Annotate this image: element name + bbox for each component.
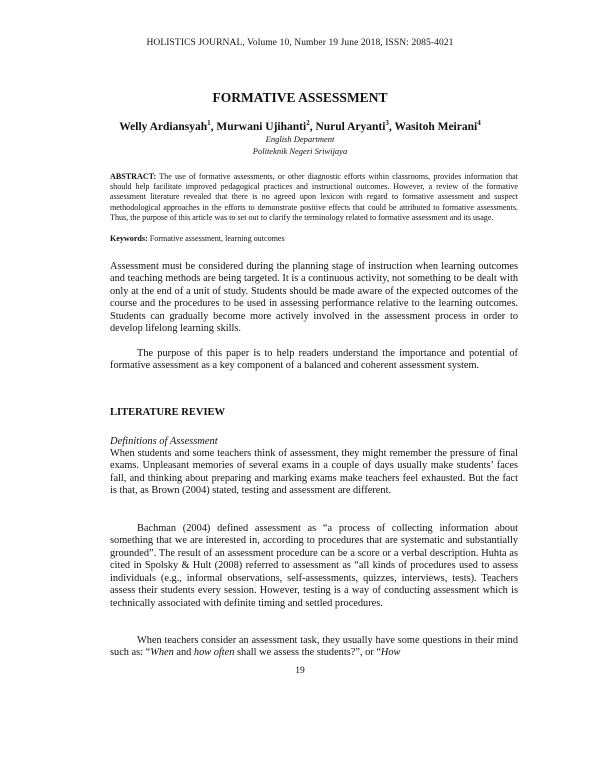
author-name: Nurul Aryanti [315, 120, 386, 133]
section-heading: LITERATURE REVIEW [110, 407, 226, 418]
body-paragraph-3 [110, 635, 518, 660]
article-title: FORMATIVE ASSESSMENT [212, 90, 388, 105]
author-separator: , [309, 120, 316, 133]
keywords [110, 234, 518, 244]
intro-paragraph-1: Assessment must be considered during the planning stage of instruction when learning outcomes and teaching methods are being targeted. It is a continuous activity, not something to be dealt with only at the end of a unit of study. Students should be made aware of the expected outcomes of the course and the procedures to be used in assessing performance relative to the learning outcomes. Students can gradually become more actively involved in the assessment process in order to develop lifelong learning skills. [110, 261, 518, 335]
author-affiliation-number: 4 [477, 119, 481, 127]
affiliation-department: English Department [265, 134, 335, 144]
intro-paragraph-2: The purpose of this paper is to help readers understand the importance and potential of formative assessment as a key component of a balanced and coherent assessment system. [110, 348, 518, 372]
author-affiliation-number: 2 [306, 119, 310, 127]
author-affiliation-number: 3 [385, 119, 389, 127]
page-number: 19 [295, 666, 305, 676]
abstract-label: ABSTRACT: [110, 172, 157, 181]
keywords-text: Formative assessment, learning outcomes [147, 234, 285, 243]
author-name: Murwani Ujihanti [216, 120, 307, 133]
subsection-heading: Definitions of Assessment [110, 436, 218, 447]
abstract [110, 172, 518, 223]
author-separator: , [388, 120, 395, 133]
author-name: Wasitoh Meirani [394, 120, 478, 133]
paragraph-text: and [173, 647, 194, 659]
abstract-text: The use of formative assessments, or other diagnostic efforts within classrooms, provides information that should help facilitate improved pedagogical practices and instructional outcomes. However, a review of the formative assessment literature revealed that there is no agreed upon lexicon with regard to formative assessment and suspect methodological approaches in the efforts to demonstrate positive effects that could be attributed to formative assessments. Thus, the purpose of this article was to set out to clarify the terminology related to formative assessment and its usage. [110, 172, 518, 222]
body-paragraph-1: When students and some teachers think of assessment, they might remember the pressure of final exams. Unpleasant memories of several exams in a couple of days usually make students’ faces fall, and thinking about preparing and marking exams make teachers feel exhausted. But the fact is that, as Brown (2004) stated, testing and assessment are different. [110, 448, 518, 497]
paragraph-text: When teachers consider an assessment task, they usually have some questions in their mind such as: “ [110, 635, 518, 659]
author-separator: , [210, 120, 217, 133]
keywords-label: Keywords: [110, 234, 148, 243]
affiliation-institution: Politeknik Negeri Sriwijaya [252, 146, 348, 156]
author-affiliation-number: 1 [207, 119, 211, 127]
emphasis-text: How [380, 647, 401, 659]
author-list [0, 119, 600, 133]
paragraph-text: shall we assess the students?”, or “ [234, 647, 381, 659]
body-paragraph-2: Bachman (2004) defined assessment as “a process of collecting information about something that we are interested in, according to procedures that are systematic and substantially grounded”. The result of an assessment procedure can be a score or a verbal description. Huhta as cited in Spolsky & Hult (2008) referred to assessment as “all kinds of procedures used to assess individuals (e.g., informal observations, self-assessments, quizzes, interviews, tests). Teachers assess their students every session. However, testing is a way of conducting assessment which is technically associated with definite timing and settled procedures. [110, 523, 518, 609]
author-name: Welly Ardiansyah [119, 120, 208, 133]
running-header: HOLISTICS JOURNAL, Volume 10, Number 19 June 2018, ISSN: 2085-4021 [146, 38, 454, 48]
emphasis-text: how often [193, 647, 235, 659]
emphasis-text: When [150, 647, 174, 659]
